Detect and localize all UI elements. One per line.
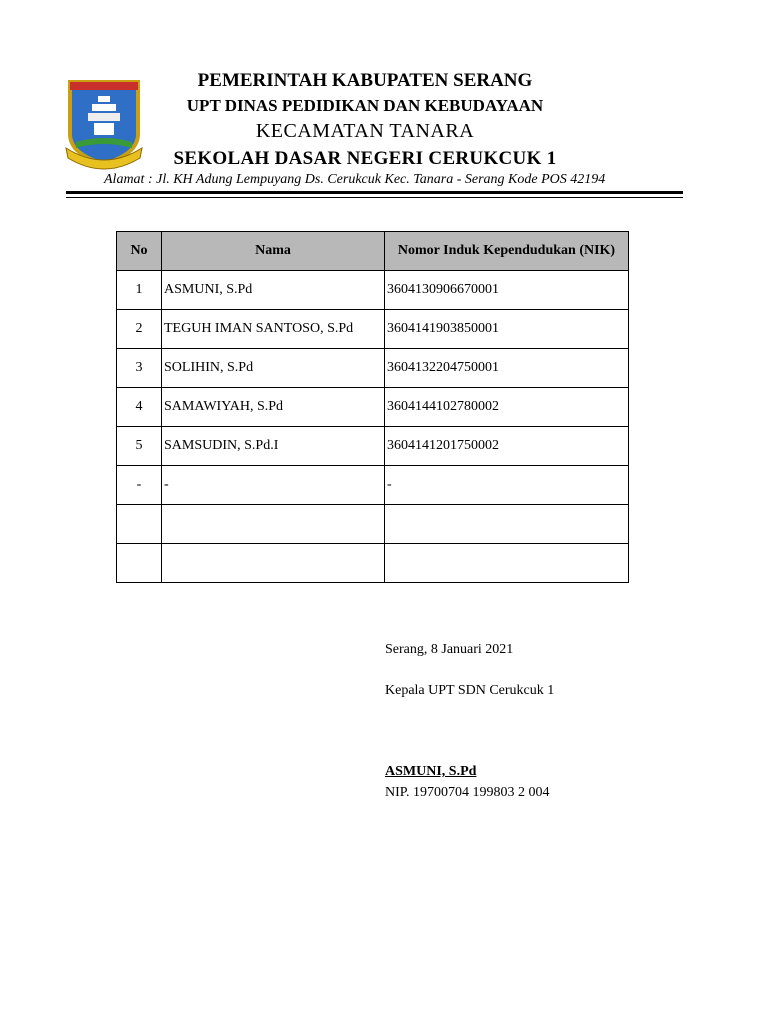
cell-no: 5	[117, 427, 162, 466]
cell-no: -	[117, 466, 162, 505]
table-row	[117, 388, 629, 427]
cell-nama: ASMUNI, S.Pd	[162, 271, 385, 310]
cell-nama: -	[162, 466, 385, 505]
table-row	[117, 271, 629, 310]
table-row	[117, 349, 629, 388]
header-address: Alamat : Jl. KH Adung Lempuyang Ds. Cerukcuk Kec. Tanara - Serang Kode POS 42194	[104, 172, 606, 187]
table-row	[117, 427, 629, 466]
cell-nama: SAMSUDIN, S.Pd.I	[162, 427, 385, 466]
table-row	[117, 544, 629, 583]
table-header-row	[117, 232, 629, 271]
cell-no	[117, 544, 162, 583]
cell-no: 4	[117, 388, 162, 427]
cell-nik: 3604141903850001	[385, 310, 629, 349]
cell-nik: 3604144102780002	[385, 388, 629, 427]
cell-nama	[162, 544, 385, 583]
table-row	[117, 505, 629, 544]
regency-emblem-logo	[64, 76, 144, 172]
column-header-nama: Nama	[162, 232, 385, 271]
table-row	[117, 310, 629, 349]
column-header-no: No	[117, 232, 162, 271]
header-district-name: KECAMATAN TANARA	[255, 120, 475, 142]
signature-role: Kepala UPT SDN Cerukcuk 1	[385, 683, 555, 698]
column-header-nik: Nomor Induk Kependudukan (NIK)	[385, 232, 629, 271]
cell-no: 2	[117, 310, 162, 349]
cell-nama: SOLIHIN, S.Pd	[162, 349, 385, 388]
cell-no: 1	[117, 271, 162, 310]
cell-nik: 3604132204750001	[385, 349, 629, 388]
cell-nama: SAMAWIYAH, S.Pd	[162, 388, 385, 427]
cell-nama	[162, 505, 385, 544]
header-government-name: PEMERINTAH KABUPATEN SERANG	[197, 70, 533, 91]
cell-nik	[385, 544, 629, 583]
cell-nik: -	[385, 466, 629, 505]
signature-name: ASMUNI, S.Pd	[385, 764, 477, 779]
table-row	[117, 466, 629, 505]
cell-nik: 3604141201750002	[385, 427, 629, 466]
header-school-name: SEKOLAH DASAR NEGERI CERUKCUK 1	[173, 148, 557, 169]
cell-no	[117, 505, 162, 544]
cell-nik: 3604130906670001	[385, 271, 629, 310]
header-divider-thick	[66, 191, 683, 194]
cell-nik	[385, 505, 629, 544]
header-department-name: UPT DINAS PEDIDIKAN DAN KEBUDAYAAN	[186, 96, 544, 115]
signature-nip: NIP. 19700704 199803 2 004	[385, 785, 550, 800]
cell-no: 3	[117, 349, 162, 388]
staff-nik-table	[116, 231, 629, 583]
header-divider-thin	[66, 197, 683, 198]
signature-place-date: Serang, 8 Januari 2021	[385, 642, 514, 657]
cell-nama: TEGUH IMAN SANTOSO, S.Pd	[162, 310, 385, 349]
